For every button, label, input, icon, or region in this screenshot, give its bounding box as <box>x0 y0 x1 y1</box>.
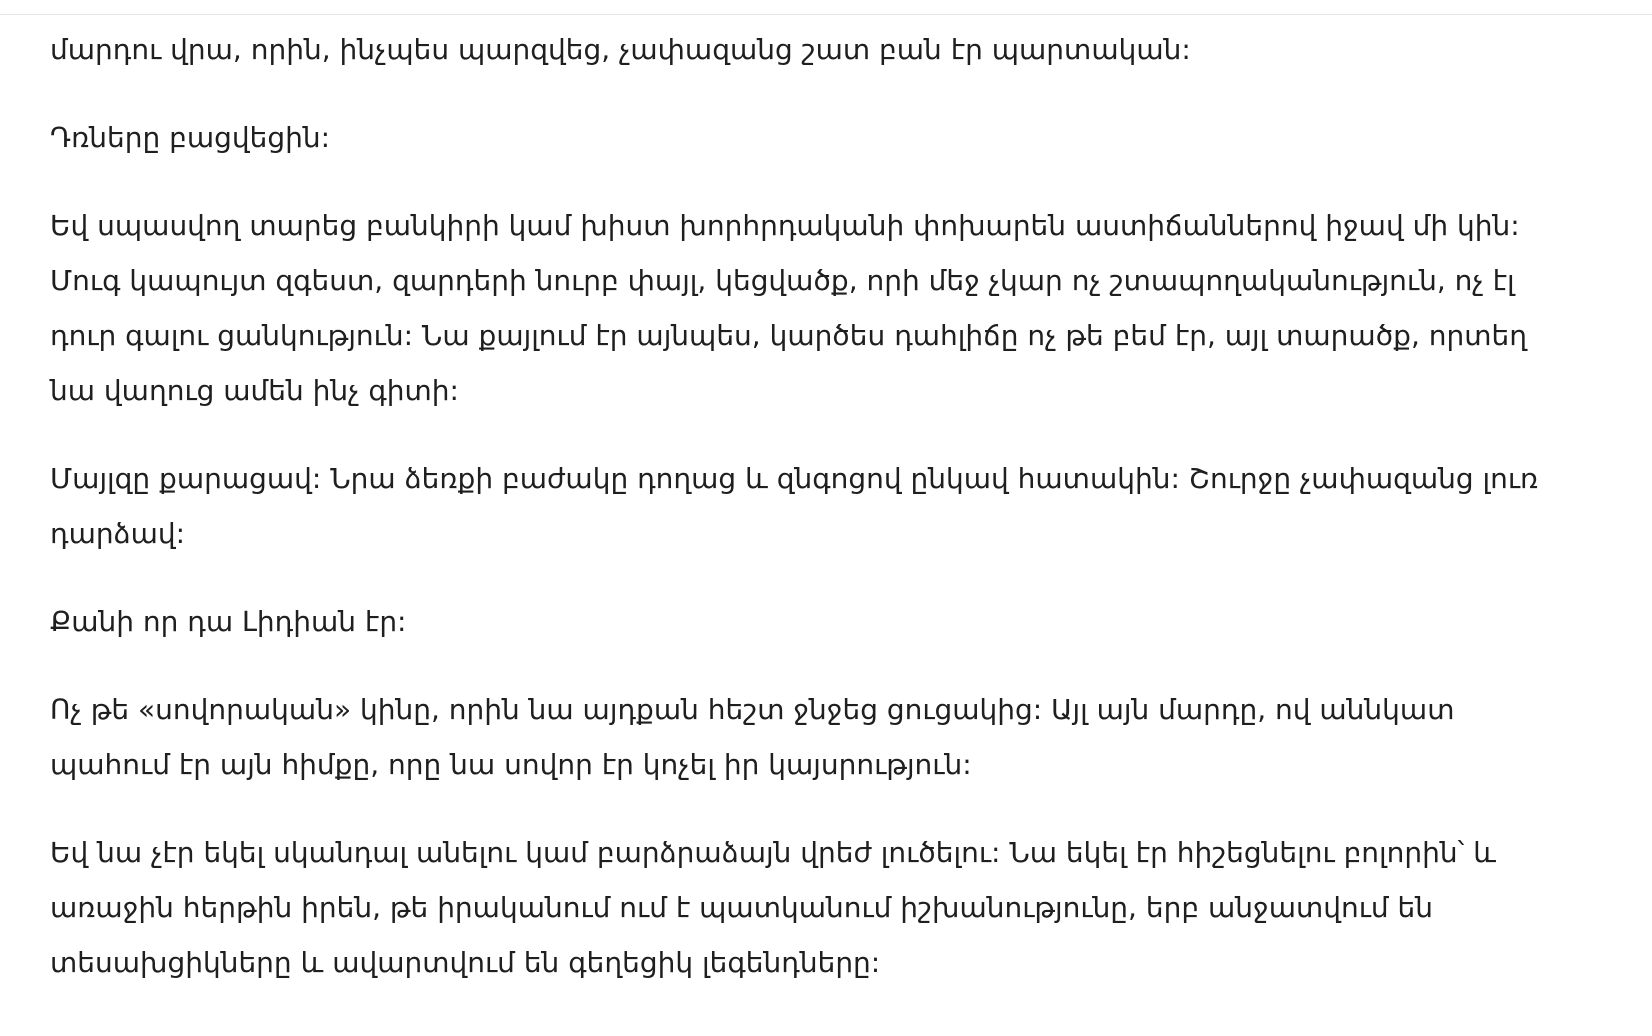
paragraph <box>50 682 1615 792</box>
top-divider <box>0 14 1652 15</box>
paragraph <box>50 825 1615 990</box>
paragraph-line: Եվ սպասվող տարեց բանկիրի կամ խիստ խորհրդականի փոխարեն աստիճաններով իջավ մի կին: <box>50 209 1520 242</box>
paragraph <box>50 22 1615 77</box>
paragraph-line: Մուգ կապույտ զգեստ, զարդերի նուրբ փայլ, կեցվածք, որի մեջ չկար ոչ շտապողականություն, ոչ էլ <box>50 264 1515 297</box>
paragraph <box>50 110 1615 165</box>
paragraph-line: առաջին հերթին իրեն, թե իրականում ում է պատկանում իշխանությունը, երբ անջատվում են <box>50 891 1434 924</box>
paragraph-line: Մայլզը քարացավ: Նրա ձեռքի բաժակը դողաց և զնգոցով ընկավ հատակին: Շուրջը չափազանց լուռ <box>50 462 1539 495</box>
paragraph-line: պահում էր այն հիմքը, որը նա սովոր էր կոչել իր կայսրություն: <box>50 748 972 781</box>
paragraph-line: Ոչ թե «սովորական» կինը, որին նա այդքան հեշտ ջնջեց ցուցակից: Այլ այն մարդը, ով աննկատ <box>50 693 1455 726</box>
paragraph-line: Քանի որ դա Լիդիան էր: <box>50 605 407 638</box>
paragraph-line: Դռները բացվեցին: <box>50 121 331 154</box>
article-body <box>50 22 1615 1023</box>
paragraph-line: դուր գալու ցանկություն: Նա քայլում էր այնպես, կարծես դահլիճը ոչ թե բեմ էր, այլ տարածք, որտեղ <box>50 319 1528 352</box>
paragraph-line: նա վաղուց ամեն ինչ գիտի: <box>50 374 459 407</box>
paragraph-line: դարձավ: <box>50 517 186 550</box>
paragraph-line: մարդու վրա, որին, ինչպես պարզվեց, չափազանց շատ բան էր պարտական: <box>50 33 1191 66</box>
paragraph-line: Եվ նա չէր եկել սկանդալ անելու կամ բարձրաձայն վրեժ լուծելու: Նա եկել էր հիշեցնելու բոլորին՝ և <box>50 836 1496 869</box>
paragraph <box>50 198 1615 418</box>
paragraph <box>50 594 1615 649</box>
paragraph <box>50 451 1615 561</box>
paragraph-line: տեսախցիկները և ավարտվում են գեղեցիկ լեգենդները: <box>50 946 881 979</box>
